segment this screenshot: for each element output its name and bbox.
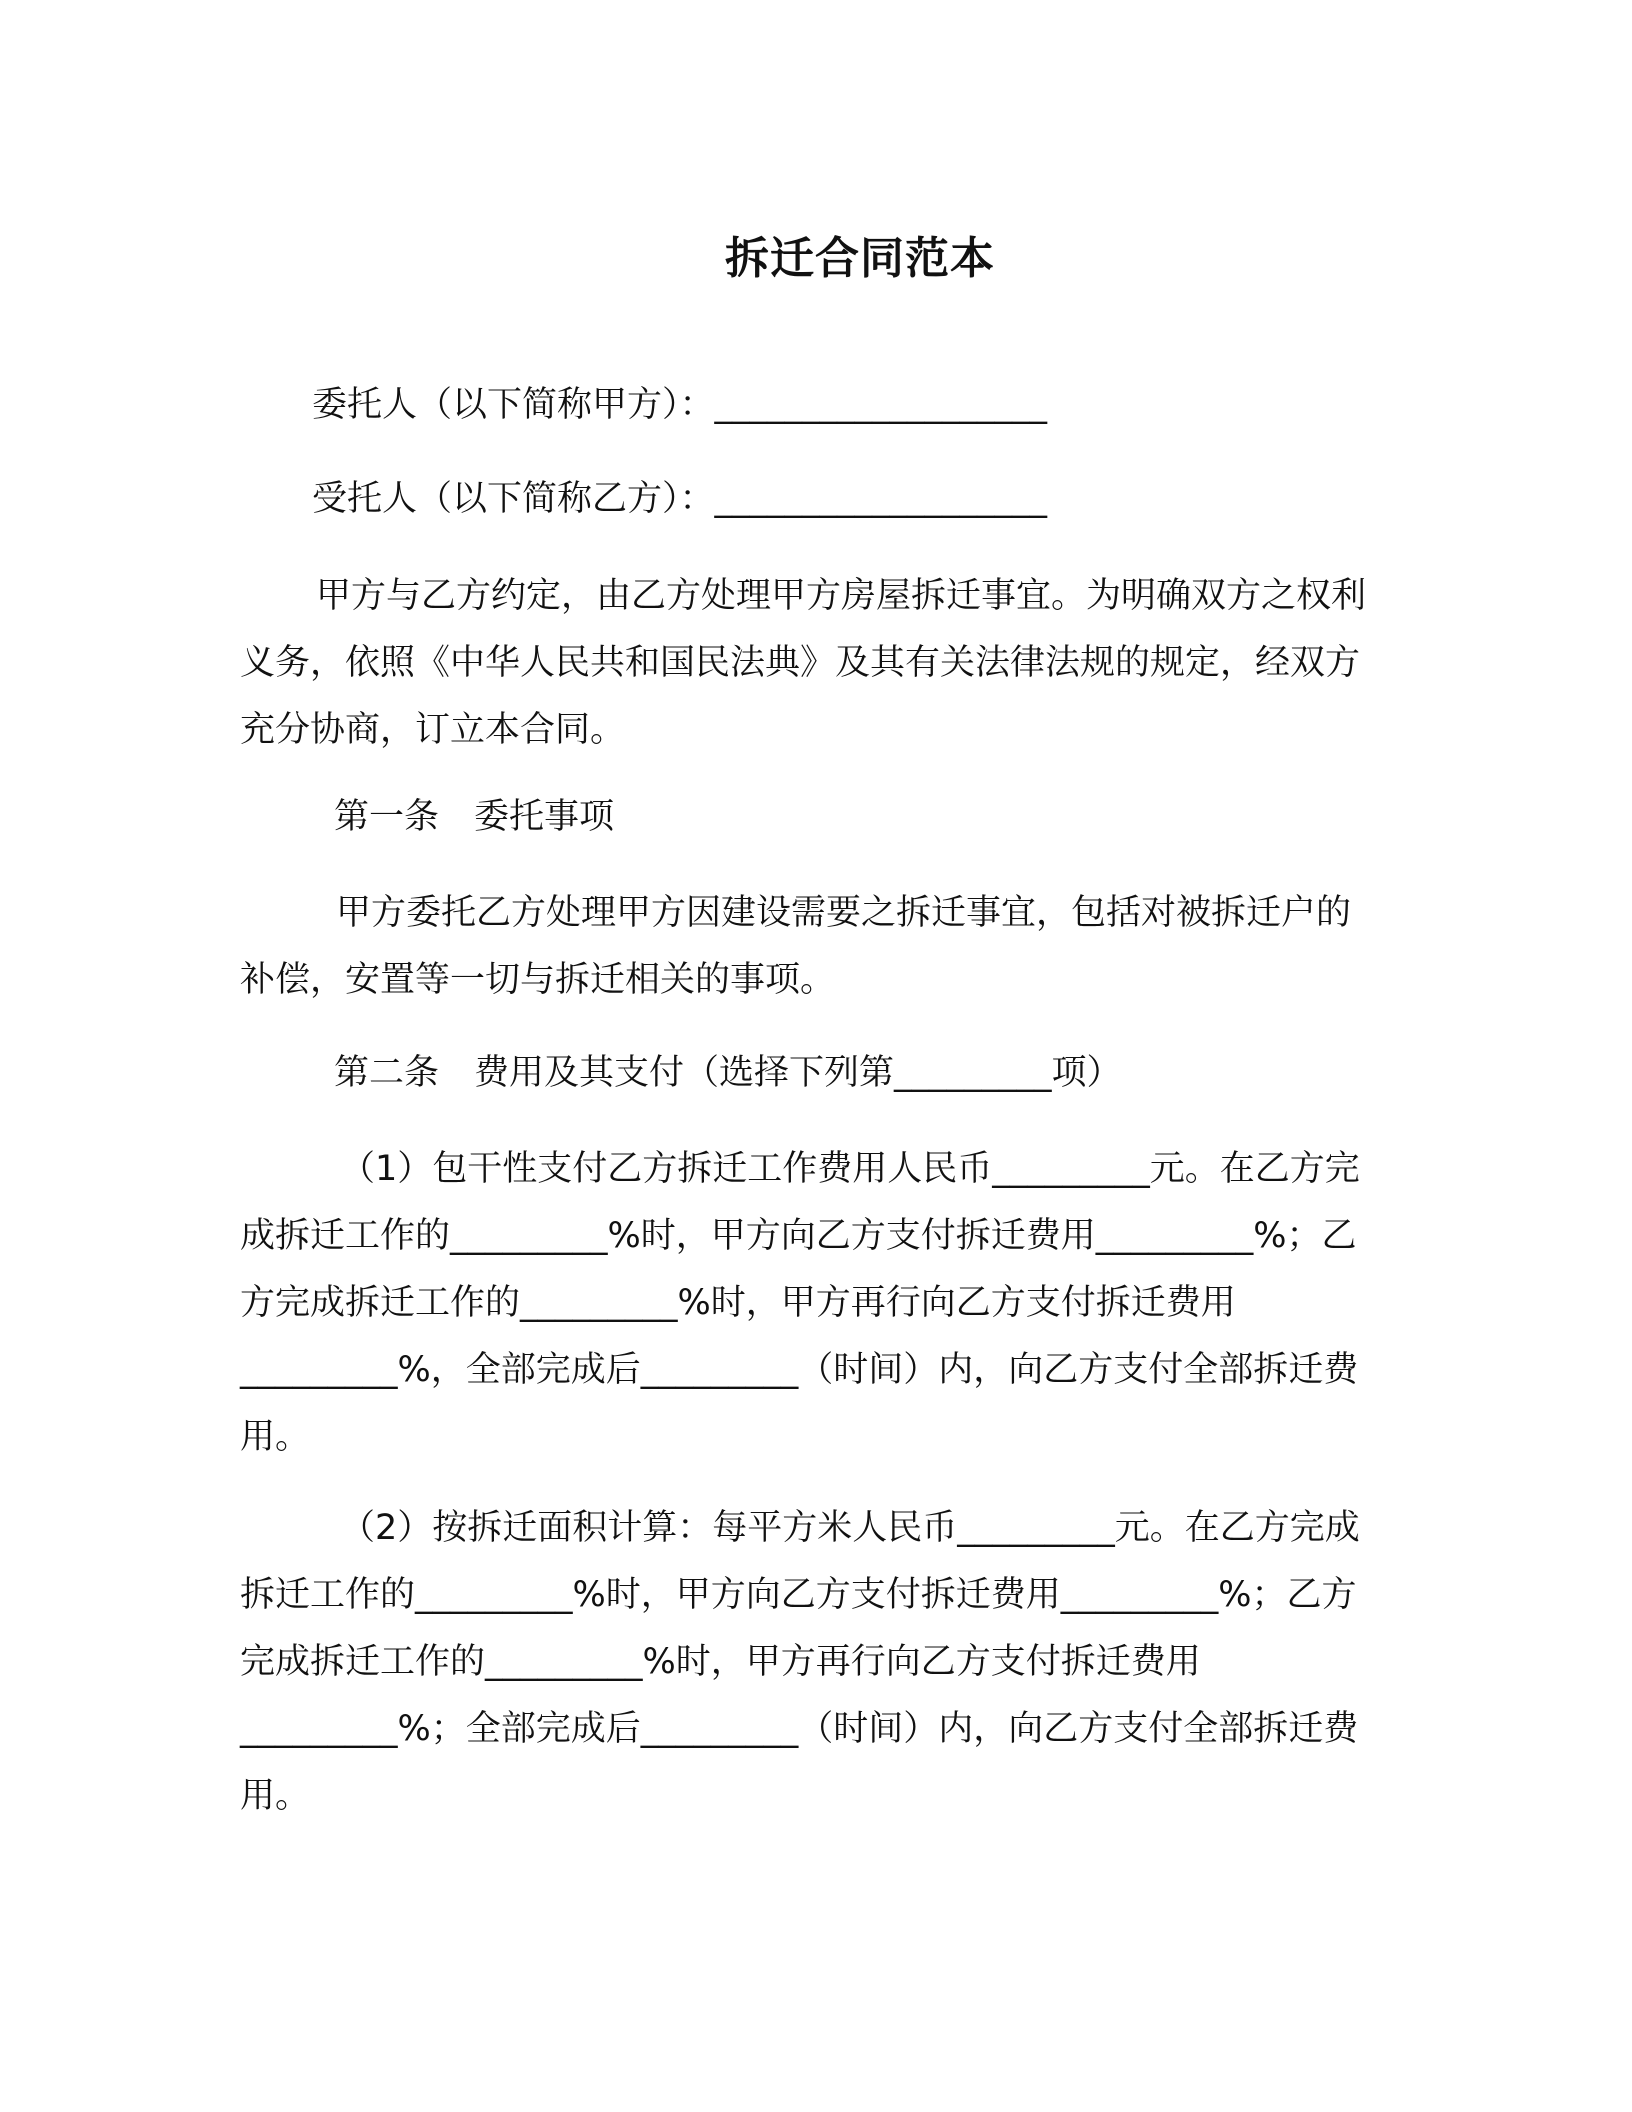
party-b-line: 受托人（以下简称乙方）：___________________	[312, 479, 1048, 519]
article-2-item-2: （2）按拆迁面积计算：每平方米人民币_________元。在乙方完成拆迁工作的_________%时，甲方向乙方支付拆迁费用_________%；乙方完成拆迁工作的_________%时，甲方再行向乙方支付拆迁费用_________%；全部完成后_________（时间）内，向乙方支付全部拆迁费用。	[240, 1508, 1360, 1816]
article-2-item-1: （1）包干性支付乙方拆迁工作费用人民币_________元。在乙方完成拆迁工作的_________%时，甲方向乙方支付拆迁费用_________%；乙方完成拆迁工作的_________%时，甲方再行向乙方支付拆迁费用_________%，全部完成后_________（时间）内，向乙方支付全部拆迁费用。	[240, 1149, 1360, 1457]
article-2-heading: 第二条 费用及其支付（选择下列第_________项）	[334, 1053, 1122, 1093]
intro-paragraph: 甲方与乙方约定，由乙方处理甲方房屋拆迁事宜。为明确双方之权利义务，依照《中华人民共和国民法典》及其有关法律法规的规定，经双方充分协商，订立本合同。	[240, 576, 1367, 750]
article-1-body: 甲方委托乙方处理甲方因建设需要之拆迁事宜，包括对被拆迁户的补偿，安置等一切与拆迁相关的事项。	[240, 893, 1352, 1000]
document-title: 拆迁合同范本	[725, 233, 995, 284]
article-1-heading: 第一条 委托事项	[334, 797, 615, 837]
party-a-line: 委托人（以下简称甲方）：___________________	[312, 385, 1048, 425]
